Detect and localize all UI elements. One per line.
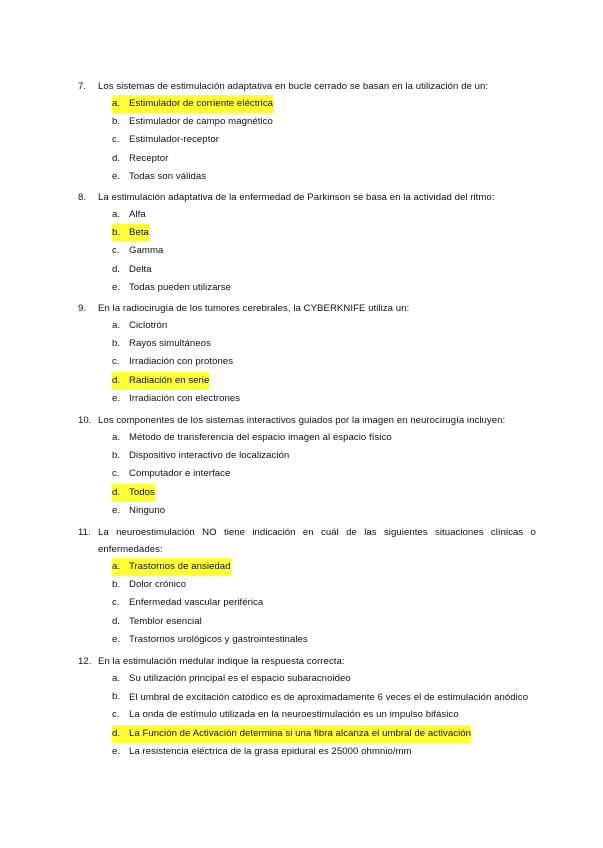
option-letter: d.: [112, 152, 121, 164]
option-letter: b.: [112, 450, 121, 462]
option-b: [78, 224, 536, 242]
question-7: [78, 78, 536, 186]
option-a: [78, 317, 536, 335]
option-text: Rayos simultáneos: [129, 338, 211, 350]
option-letter: b.: [112, 579, 121, 591]
question-8: [78, 189, 536, 297]
option-letter: c.: [112, 597, 120, 609]
question-stem: [78, 524, 536, 558]
option-text: Delta: [129, 263, 152, 275]
option-text: Estimulador-receptor: [129, 134, 220, 146]
option-letter: e.: [112, 745, 121, 757]
option-a: [78, 429, 536, 447]
option-letter: b.: [112, 338, 121, 350]
option-letter: a.: [112, 98, 121, 109]
option-text: Computador e interface: [129, 468, 231, 480]
question-text: Los componentes de los sistemas interactivos guiados por la imagen en neurocirugía incluyen:: [98, 415, 506, 426]
question-stem: [78, 653, 536, 670]
question-number: 11.: [78, 527, 91, 538]
option-d: [78, 261, 536, 279]
question-9: [78, 300, 536, 408]
question-text: La estimulación adaptativa de la enfermedad de Parkinson se basa en la actividad del ritmo:: [98, 192, 495, 203]
question-text: En la radiocirugía de los tumores cerebrales, la CYBERKNIFE utiliza un:: [98, 303, 410, 314]
option-e: [78, 502, 536, 520]
option-text: Ciclotrón: [129, 320, 168, 331]
question-stem: [78, 189, 536, 206]
option-letter: c.: [112, 134, 120, 146]
option-e: [78, 631, 536, 649]
option-e: [78, 743, 536, 761]
option-b: [78, 113, 536, 131]
question-number: 10.: [78, 415, 92, 426]
option-text: Su utilización principal es el espacio subaracnoideo: [129, 673, 351, 684]
answer-options: [78, 206, 536, 297]
option-letter: a.: [112, 673, 121, 684]
option-letter: d.: [112, 486, 121, 498]
option-letter: e.: [112, 633, 121, 645]
option-text: Ninguno: [129, 504, 166, 516]
option-text: Irradiación con electrones: [129, 392, 241, 404]
option-letter: b.: [112, 691, 121, 703]
option-letter: b.: [112, 116, 121, 128]
option-d: [78, 372, 536, 390]
option-text: Dolor crónico: [129, 579, 187, 591]
option-letter: c.: [112, 245, 120, 257]
option-d: [78, 150, 536, 168]
option-text: La onda de estímulo utilizada en la neuroestimulación es un impulso bifásico: [129, 709, 459, 721]
option-text: Dispositivo interactivo de localización: [129, 450, 290, 462]
option-text: Todas pueden utilizarse: [129, 281, 231, 293]
question-number: 12.: [78, 656, 92, 667]
option-c: [78, 465, 536, 483]
option-letter: c.: [112, 468, 120, 480]
answer-options: [78, 670, 536, 761]
option-text: El umbral de excitación catódico es de aproximadamente 6 veces el de estimulación anódico: [129, 692, 529, 704]
question-stem: [78, 78, 536, 95]
question-stem: [78, 300, 536, 317]
option-letter: e.: [112, 504, 121, 516]
option-letter: d.: [112, 263, 121, 275]
answer-options: [78, 317, 536, 408]
option-c: [78, 706, 536, 724]
option-text: Todas son válidas: [129, 170, 207, 182]
option-letter: a.: [112, 209, 121, 220]
option-text: Estimulador de corriente eléctrica: [129, 98, 274, 109]
option-c: [78, 353, 536, 371]
option-d: [78, 484, 536, 502]
question-12: [78, 653, 536, 761]
option-text: La Función de Activación determina si una fibra alcanza el umbral de activación: [129, 727, 472, 739]
option-letter: a.: [112, 320, 121, 331]
question-10: [78, 412, 536, 520]
answer-options: [78, 429, 536, 520]
question-number: 9.: [78, 303, 87, 314]
question-11: [78, 524, 536, 649]
answer-options: [78, 95, 536, 186]
option-letter: d.: [112, 374, 121, 386]
option-text: Radiación en serie: [129, 374, 210, 386]
option-text: Estimulador de campo magnético: [129, 116, 273, 128]
option-text: Alfa: [129, 209, 146, 220]
option-c: [78, 131, 536, 149]
question-text: En la estimulación medular indique la respuesta correcta:: [98, 656, 345, 667]
question-stem: [78, 412, 536, 429]
question-text: La neuroestimulación NO tiene indicación en cuál de las siguientes situaciones clínicas o enfermedades:: [98, 527, 536, 555]
option-letter: d.: [112, 615, 121, 627]
option-letter: e.: [112, 392, 121, 404]
option-text: Método de transferencia del espacio imagen al espacio físico: [129, 432, 392, 443]
option-e: [78, 279, 536, 297]
option-e: [78, 390, 536, 408]
option-b: [78, 576, 536, 594]
question-text: Los sistemas de estimulación adaptativa en bucle cerrado se basan en la utilización de un:: [98, 81, 489, 92]
option-text: Trastornos urológicos y gastrointestinales: [129, 633, 308, 645]
option-a: [78, 670, 536, 688]
option-text: Enfermedad vascular periférica: [129, 597, 264, 609]
option-text: Receptor: [129, 152, 169, 164]
option-b: [78, 447, 536, 465]
option-text: Gamma: [129, 245, 164, 257]
option-letter: a.: [112, 561, 121, 572]
answer-options: [78, 558, 536, 649]
option-letter: e.: [112, 170, 121, 182]
option-e: [78, 168, 536, 186]
option-letter: d.: [112, 727, 121, 739]
option-text: La resistencia eléctrica de la grasa epidural es 25000 ohmnio/mm: [129, 745, 412, 757]
option-text: Irradiación con protones: [129, 356, 234, 368]
option-a: [78, 95, 536, 113]
option-letter: b.: [112, 227, 121, 239]
option-letter: c.: [112, 356, 120, 368]
option-letter: e.: [112, 281, 121, 293]
option-b: [78, 688, 536, 706]
option-d: [78, 613, 536, 631]
option-c: [78, 242, 536, 260]
option-a: [78, 558, 536, 576]
option-text: Temblor esencial: [129, 615, 202, 627]
option-b: [78, 335, 536, 353]
option-text: Todos: [129, 486, 155, 498]
question-number: 8.: [78, 192, 87, 203]
option-letter: c.: [112, 709, 120, 721]
option-d: [78, 725, 536, 743]
option-text: Beta: [129, 227, 149, 239]
question-number: 7.: [78, 81, 87, 92]
option-text: Trastornos de ansiedad: [129, 561, 231, 572]
option-letter: a.: [112, 432, 121, 443]
option-a: [78, 206, 536, 224]
option-c: [78, 594, 536, 612]
